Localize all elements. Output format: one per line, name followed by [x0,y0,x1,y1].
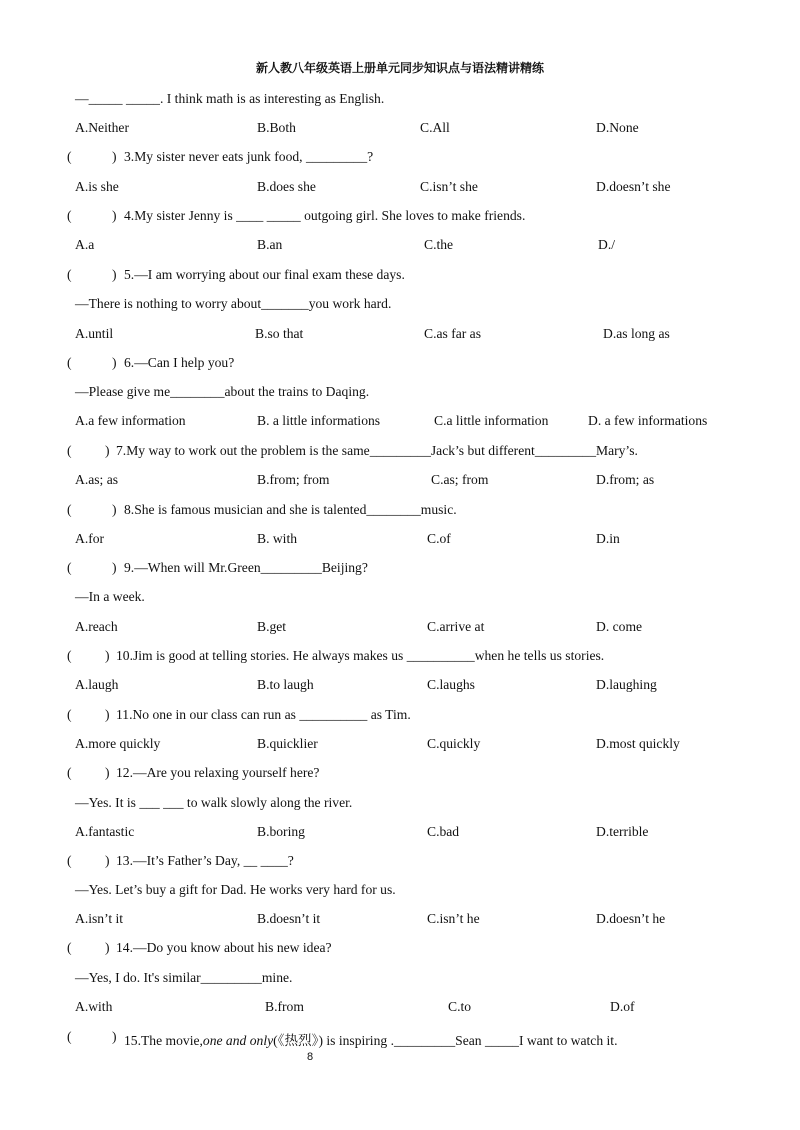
page-header-title: 新人教八年级英语上册单元同步知识点与语法精讲精练 [255,61,544,75]
option-c: C.All [420,120,450,135]
question-text: 8.She is famous musician and she is talented________music. [124,502,457,517]
option-b: B. with [257,531,298,546]
option-c: C.arrive at [427,619,485,634]
answer-paren-open: ( [67,502,72,517]
question-text: 9.—When will Mr.Green_________Beijing? [124,560,368,575]
question-text [124,1029,617,1049]
answer-paren-open: ( [67,149,72,164]
question-12-stem [0,765,800,787]
question-3-stem [0,149,800,171]
question-text-start: 15.The movie, [124,1033,203,1048]
question-text: 4.My sister Jenny is ____ _____ outgoing girl. She loves to make friends. [124,208,526,223]
question-text: 3.My sister never eats junk food, _________? [124,149,374,164]
question-text: 6.—Can I help you? [124,355,235,370]
option-c: C.a little information [434,413,549,428]
question-11-stem [0,707,800,729]
question-9-stem [0,560,800,582]
answer-paren-close: ) [105,443,110,458]
question-14-dialogue [0,970,800,992]
question-text: 11.No one in our class can run as __________ as Tim. [116,707,411,722]
question-text: 12.—Are you relaxing yourself here? [116,765,320,780]
question-text: 5.—I am worrying about our final exam these days. [124,267,405,282]
question-text: 13.—It’s Father’s Day, __ ____? [116,853,294,868]
answer-paren-close: ) [112,267,117,282]
option-b: B.from [265,999,304,1014]
option-d: D. come [596,619,643,634]
option-c: C.as; from [431,472,489,487]
answer-paren-open: ( [67,765,72,780]
answer-paren-open: ( [67,443,72,458]
option-d: D.None [596,120,639,135]
answer-paren-close: ) [105,940,110,955]
question-10-options [0,677,800,699]
question-10-stem [0,648,800,670]
answer-paren-open: ( [67,707,72,722]
question-9-options [0,619,800,641]
question-8-options [0,531,800,553]
option-c: C.isn’t he [427,911,480,926]
answer-paren-open: ( [67,355,72,370]
question-text: 7.My way to work out the problem is the same_________Jack’s but different_________Mary’s. [116,443,638,458]
question-text-line2: —In a week. [75,589,145,604]
answer-paren-open: ( [67,208,72,223]
option-d: D.as long as [603,326,670,341]
option-c: C.the [424,237,454,252]
option-d: D.of [610,999,635,1014]
option-a: A.laugh [75,677,119,692]
option-a: A.Neither [75,120,129,135]
question-2-stem [0,91,800,113]
question-12-dialogue [0,795,800,817]
option-b: B.from; from [257,472,330,487]
question-5-options [0,326,800,348]
option-c: C.laughs [427,677,475,692]
question-text: 10.Jim is good at telling stories. He always makes us __________when he tells us stories. [116,648,605,663]
question-14-stem [0,940,800,962]
question-4-options [0,237,800,259]
option-d: D./ [598,237,615,252]
option-a: A.more quickly [75,736,161,751]
question-13-stem [0,853,800,875]
answer-paren-close: ) [112,1029,117,1044]
option-c: C.of [427,531,451,546]
answer-paren-close: ) [105,648,110,663]
option-c: C.isn’t she [420,179,478,194]
answer-paren-close: ) [112,560,117,575]
option-d: D.doesn’t she [596,179,671,194]
option-b: B.an [257,237,283,252]
question-14-options [0,999,800,1021]
option-d: D.in [596,531,620,546]
question-7-stem [0,443,800,465]
option-b: B.does she [257,179,316,194]
option-a: A.as; as [75,472,119,487]
question-9-dialogue [0,589,800,611]
page-number: 8 [306,1051,314,1063]
answer-paren-close: ) [105,853,110,868]
answer-paren-close: ) [112,208,117,223]
answer-paren-open: ( [67,940,72,955]
question-12-options [0,824,800,846]
option-a: A.with [75,999,113,1014]
option-c: C.bad [427,824,460,839]
option-d: D.most quickly [596,736,680,751]
question-text-line2: —Yes, I do. It's similar_________mine. [75,970,293,985]
answer-paren-open: ( [67,1029,72,1044]
option-b: B.to laugh [257,677,314,692]
answer-paren-open: ( [67,648,72,663]
option-b: B.Both [257,120,296,135]
question-text: 14.—Do you know about his new idea? [116,940,332,955]
question-text-end: (《热烈》) is inspiring ._________Sean _____I want to watch it. [273,1033,618,1048]
movie-title-italic: one and only [202,1033,274,1048]
question-7-options [0,472,800,494]
option-a: A.reach [75,619,118,634]
question-8-stem [0,502,800,524]
question-13-dialogue [0,882,800,904]
option-b: B.get [257,619,287,634]
option-d: D.doesn’t he [596,911,666,926]
answer-paren-close: ) [112,149,117,164]
option-a: A.fantastic [75,824,135,839]
answer-paren-close: ) [112,502,117,517]
option-a: A.a [75,237,95,252]
option-d: D.from; as [596,472,655,487]
answer-paren-close: ) [112,355,117,370]
option-c: C.as far as [424,326,481,341]
answer-paren-open: ( [67,560,72,575]
question-text: —_____ _____. I think math is as interesting as English. [75,91,385,106]
option-c: C.quickly [427,736,481,751]
option-a: A.for [75,531,105,546]
question-6-dialogue [0,384,800,406]
option-d: D. a few informations [588,413,708,428]
question-4-stem [0,208,800,230]
question-11-options [0,736,800,758]
option-b: B.doesn’t it [257,911,321,926]
answer-paren-open: ( [67,267,72,282]
question-text-line2: —Yes. Let’s buy a gift for Dad. He works very hard for us. [75,882,396,897]
option-a: A.a few information [75,413,186,428]
answer-paren-open: ( [67,853,72,868]
option-b: B.so that [255,326,304,341]
question-5-stem [0,267,800,289]
option-d: D.laughing [596,677,657,692]
option-b: B.quicklier [257,736,318,751]
option-c: C.to [448,999,472,1014]
question-3-options [0,179,800,201]
question-6-options [0,413,800,435]
option-a: A.until [75,326,114,341]
answer-paren-close: ) [105,765,110,780]
option-b: B. a little informations [257,413,381,428]
answer-paren-close: ) [105,707,110,722]
option-d: D.terrible [596,824,649,839]
question-2-options [0,120,800,142]
option-a: A.isn’t it [75,911,124,926]
question-6-stem [0,355,800,377]
question-13-options [0,911,800,933]
question-text-line2: —Yes. It is ___ ___ to walk slowly along the river. [75,795,353,810]
question-text-line2: —Please give me________about the trains to Daqing. [75,384,370,399]
question-5-dialogue [0,296,800,318]
question-text-line2: —There is nothing to worry about_______you work hard. [75,296,392,311]
option-b: B.boring [257,824,305,839]
question-15-stem [0,1029,800,1051]
option-a: A.is she [75,179,119,194]
